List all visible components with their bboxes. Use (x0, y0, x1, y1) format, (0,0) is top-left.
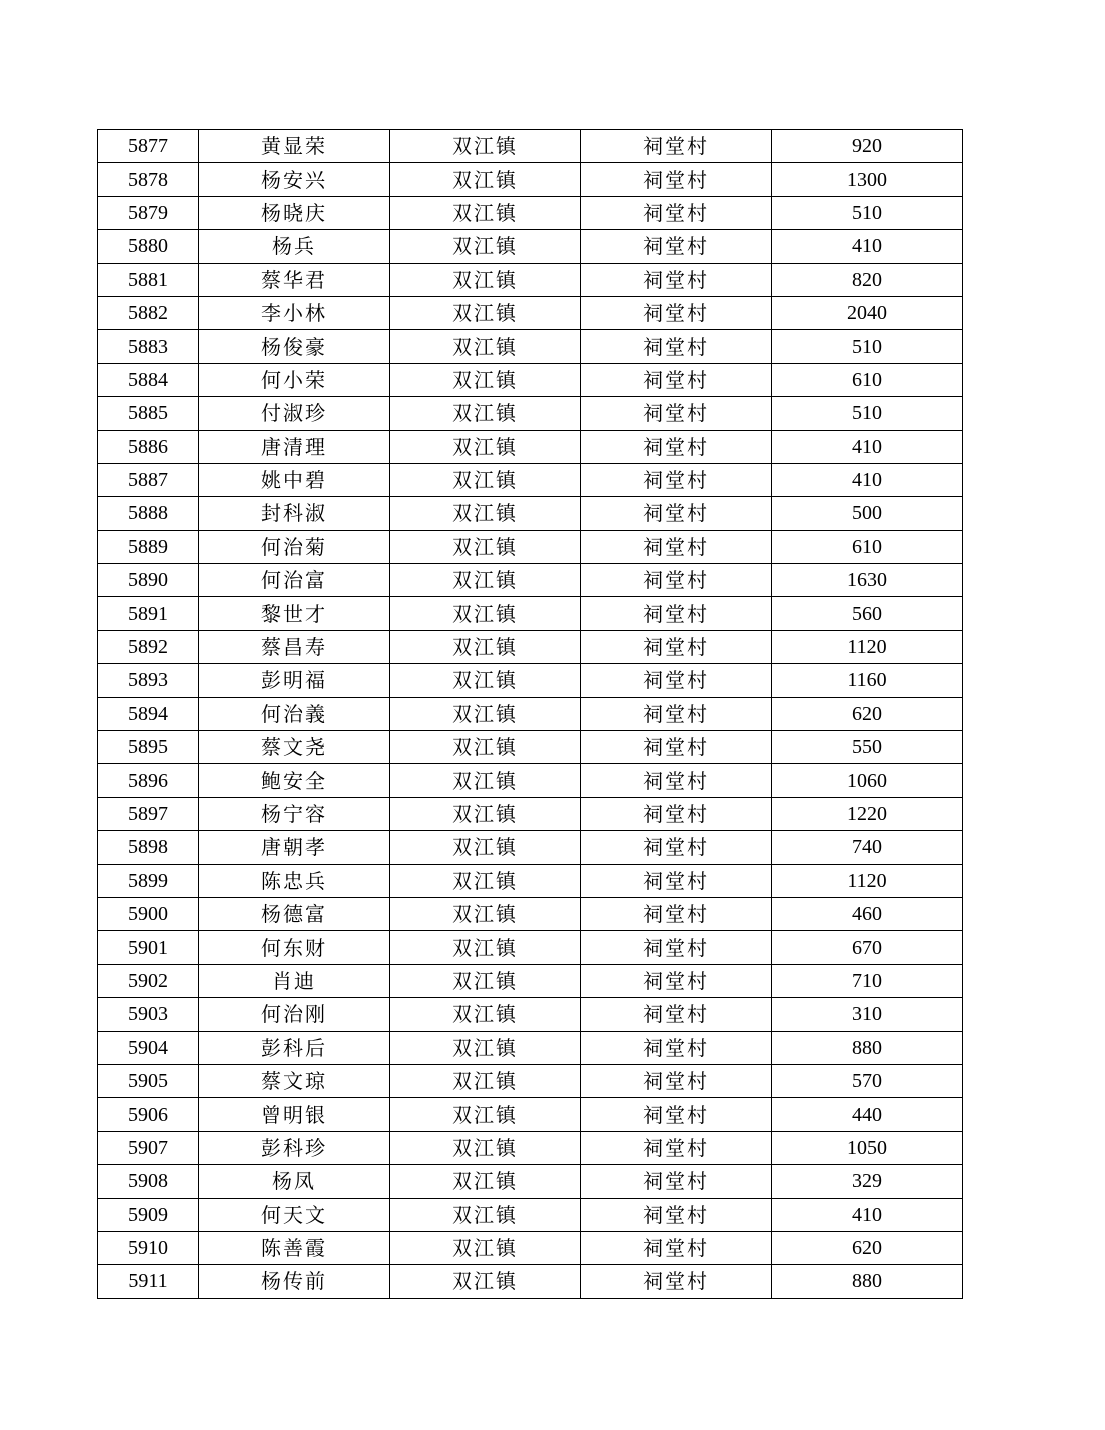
amount-value-cell: 329 (772, 1165, 963, 1198)
row-number-cell: 5881 (98, 263, 199, 296)
town-name-cell: 双江镇 (390, 630, 581, 663)
person-name-cell: 杨俊豪 (199, 330, 390, 363)
village-name-cell: 祠堂村 (581, 1165, 772, 1198)
person-name-cell: 杨凤 (199, 1165, 390, 1198)
table-row (98, 130, 963, 163)
town-name-cell: 双江镇 (390, 430, 581, 463)
amount-value-cell: 1120 (772, 864, 963, 897)
roster-table (97, 129, 963, 1299)
table-row (98, 1098, 963, 1131)
person-name-cell: 杨传前 (199, 1265, 390, 1298)
person-name-cell: 付淑珍 (199, 397, 390, 430)
row-number-cell: 5889 (98, 530, 199, 563)
person-name-cell: 封科淑 (199, 497, 390, 530)
table-row (98, 397, 963, 430)
table-row (98, 1064, 963, 1097)
amount-value-cell: 410 (772, 463, 963, 496)
table-row (98, 664, 963, 697)
row-number-cell: 5903 (98, 998, 199, 1031)
person-name-cell: 李小林 (199, 296, 390, 329)
table-row (98, 497, 963, 530)
person-name-cell: 彭科珍 (199, 1131, 390, 1164)
town-name-cell: 双江镇 (390, 964, 581, 997)
person-name-cell: 杨安兴 (199, 163, 390, 196)
town-name-cell: 双江镇 (390, 1098, 581, 1131)
amount-value-cell: 410 (772, 1198, 963, 1231)
table-row (98, 163, 963, 196)
amount-value-cell: 1120 (772, 630, 963, 663)
amount-value-cell: 820 (772, 263, 963, 296)
person-name-cell: 杨兵 (199, 230, 390, 263)
village-name-cell: 祠堂村 (581, 797, 772, 830)
row-number-cell: 5891 (98, 597, 199, 630)
row-number-cell: 5900 (98, 897, 199, 930)
table-row (98, 931, 963, 964)
village-name-cell: 祠堂村 (581, 1231, 772, 1264)
village-name-cell: 祠堂村 (581, 463, 772, 496)
row-number-cell: 5911 (98, 1265, 199, 1298)
village-name-cell: 祠堂村 (581, 1131, 772, 1164)
village-name-cell: 祠堂村 (581, 864, 772, 897)
person-name-cell: 蔡华君 (199, 263, 390, 296)
village-name-cell: 祠堂村 (581, 998, 772, 1031)
village-name-cell: 祠堂村 (581, 497, 772, 530)
row-number-cell: 5883 (98, 330, 199, 363)
row-number-cell: 5892 (98, 630, 199, 663)
amount-value-cell: 510 (772, 196, 963, 229)
table-row (98, 1165, 963, 1198)
amount-value-cell: 880 (772, 1265, 963, 1298)
town-name-cell: 双江镇 (390, 764, 581, 797)
town-name-cell: 双江镇 (390, 130, 581, 163)
person-name-cell: 姚中碧 (199, 463, 390, 496)
row-number-cell: 5886 (98, 430, 199, 463)
town-name-cell: 双江镇 (390, 296, 581, 329)
person-name-cell: 唐清理 (199, 430, 390, 463)
table-row (98, 564, 963, 597)
table-row (98, 296, 963, 329)
roster-table-body (98, 130, 963, 1299)
row-number-cell: 5894 (98, 697, 199, 730)
amount-value-cell: 310 (772, 998, 963, 1031)
amount-value-cell: 1160 (772, 664, 963, 697)
row-number-cell: 5888 (98, 497, 199, 530)
town-name-cell: 双江镇 (390, 263, 581, 296)
table-row (98, 196, 963, 229)
row-number-cell: 5909 (98, 1198, 199, 1231)
row-number-cell: 5905 (98, 1064, 199, 1097)
town-name-cell: 双江镇 (390, 1031, 581, 1064)
table-row (98, 430, 963, 463)
amount-value-cell: 710 (772, 964, 963, 997)
village-name-cell: 祠堂村 (581, 397, 772, 430)
town-name-cell: 双江镇 (390, 731, 581, 764)
person-name-cell: 黎世才 (199, 597, 390, 630)
person-name-cell: 陈忠兵 (199, 864, 390, 897)
table-row (98, 864, 963, 897)
row-number-cell: 5908 (98, 1165, 199, 1198)
town-name-cell: 双江镇 (390, 831, 581, 864)
town-name-cell: 双江镇 (390, 1198, 581, 1231)
town-name-cell: 双江镇 (390, 196, 581, 229)
village-name-cell: 祠堂村 (581, 196, 772, 229)
table-row (98, 998, 963, 1031)
amount-value-cell: 460 (772, 897, 963, 930)
row-number-cell: 5885 (98, 397, 199, 430)
village-name-cell: 祠堂村 (581, 764, 772, 797)
person-name-cell: 何小荣 (199, 363, 390, 396)
town-name-cell: 双江镇 (390, 864, 581, 897)
table-row (98, 463, 963, 496)
village-name-cell: 祠堂村 (581, 363, 772, 396)
table-row (98, 530, 963, 563)
village-name-cell: 祠堂村 (581, 296, 772, 329)
village-name-cell: 祠堂村 (581, 430, 772, 463)
row-number-cell: 5906 (98, 1098, 199, 1131)
town-name-cell: 双江镇 (390, 230, 581, 263)
town-name-cell: 双江镇 (390, 564, 581, 597)
table-row (98, 230, 963, 263)
village-name-cell: 祠堂村 (581, 1031, 772, 1064)
row-number-cell: 5877 (98, 130, 199, 163)
town-name-cell: 双江镇 (390, 1165, 581, 1198)
row-number-cell: 5902 (98, 964, 199, 997)
town-name-cell: 双江镇 (390, 1064, 581, 1097)
row-number-cell: 5898 (98, 831, 199, 864)
row-number-cell: 5907 (98, 1131, 199, 1164)
table-row (98, 1131, 963, 1164)
table-row (98, 330, 963, 363)
town-name-cell: 双江镇 (390, 897, 581, 930)
row-number-cell: 5884 (98, 363, 199, 396)
town-name-cell: 双江镇 (390, 530, 581, 563)
amount-value-cell: 440 (772, 1098, 963, 1131)
village-name-cell: 祠堂村 (581, 731, 772, 764)
amount-value-cell: 510 (772, 397, 963, 430)
amount-value-cell: 1050 (772, 1131, 963, 1164)
amount-value-cell: 670 (772, 931, 963, 964)
village-name-cell: 祠堂村 (581, 130, 772, 163)
village-name-cell: 祠堂村 (581, 597, 772, 630)
person-name-cell: 何东财 (199, 931, 390, 964)
row-number-cell: 5879 (98, 196, 199, 229)
amount-value-cell: 1630 (772, 564, 963, 597)
town-name-cell: 双江镇 (390, 497, 581, 530)
amount-value-cell: 560 (772, 597, 963, 630)
town-name-cell: 双江镇 (390, 163, 581, 196)
person-name-cell: 杨晓庆 (199, 196, 390, 229)
town-name-cell: 双江镇 (390, 664, 581, 697)
table-row (98, 764, 963, 797)
person-name-cell: 唐朝孝 (199, 831, 390, 864)
town-name-cell: 双江镇 (390, 797, 581, 830)
amount-value-cell: 550 (772, 731, 963, 764)
person-name-cell: 黄显荣 (199, 130, 390, 163)
amount-value-cell: 500 (772, 497, 963, 530)
village-name-cell: 祠堂村 (581, 897, 772, 930)
village-name-cell: 祠堂村 (581, 697, 772, 730)
person-name-cell: 何治菊 (199, 530, 390, 563)
person-name-cell: 何天文 (199, 1198, 390, 1231)
row-number-cell: 5904 (98, 1031, 199, 1064)
village-name-cell: 祠堂村 (581, 931, 772, 964)
table-row (98, 697, 963, 730)
person-name-cell: 何治刚 (199, 998, 390, 1031)
person-name-cell: 曾明银 (199, 1098, 390, 1131)
person-name-cell: 彭科后 (199, 1031, 390, 1064)
amount-value-cell: 1300 (772, 163, 963, 196)
table-row (98, 797, 963, 830)
amount-value-cell: 610 (772, 530, 963, 563)
table-row (98, 831, 963, 864)
town-name-cell: 双江镇 (390, 1131, 581, 1164)
person-name-cell: 陈善霞 (199, 1231, 390, 1264)
table-row (98, 597, 963, 630)
village-name-cell: 祠堂村 (581, 330, 772, 363)
amount-value-cell: 610 (772, 363, 963, 396)
village-name-cell: 祠堂村 (581, 1265, 772, 1298)
table-row (98, 897, 963, 930)
row-number-cell: 5895 (98, 731, 199, 764)
row-number-cell: 5896 (98, 764, 199, 797)
person-name-cell: 蔡文尧 (199, 731, 390, 764)
town-name-cell: 双江镇 (390, 697, 581, 730)
row-number-cell: 5910 (98, 1231, 199, 1264)
amount-value-cell: 620 (772, 1231, 963, 1264)
person-name-cell: 杨德富 (199, 897, 390, 930)
amount-value-cell: 2040 (772, 296, 963, 329)
village-name-cell: 祠堂村 (581, 263, 772, 296)
village-name-cell: 祠堂村 (581, 530, 772, 563)
table-row (98, 1031, 963, 1064)
amount-value-cell: 920 (772, 130, 963, 163)
village-name-cell: 祠堂村 (581, 664, 772, 697)
row-number-cell: 5890 (98, 564, 199, 597)
person-name-cell: 何治富 (199, 564, 390, 597)
table-row (98, 731, 963, 764)
row-number-cell: 5887 (98, 463, 199, 496)
row-number-cell: 5899 (98, 864, 199, 897)
town-name-cell: 双江镇 (390, 931, 581, 964)
amount-value-cell: 410 (772, 430, 963, 463)
village-name-cell: 祠堂村 (581, 163, 772, 196)
row-number-cell: 5897 (98, 797, 199, 830)
person-name-cell: 蔡昌寿 (199, 630, 390, 663)
village-name-cell: 祠堂村 (581, 630, 772, 663)
amount-value-cell: 1060 (772, 764, 963, 797)
town-name-cell: 双江镇 (390, 363, 581, 396)
town-name-cell: 双江镇 (390, 1265, 581, 1298)
row-number-cell: 5880 (98, 230, 199, 263)
town-name-cell: 双江镇 (390, 597, 581, 630)
amount-value-cell: 880 (772, 1031, 963, 1064)
village-name-cell: 祠堂村 (581, 831, 772, 864)
town-name-cell: 双江镇 (390, 330, 581, 363)
village-name-cell: 祠堂村 (581, 230, 772, 263)
amount-value-cell: 410 (772, 230, 963, 263)
amount-value-cell: 740 (772, 831, 963, 864)
amount-value-cell: 570 (772, 1064, 963, 1097)
amount-value-cell: 620 (772, 697, 963, 730)
person-name-cell: 杨宁容 (199, 797, 390, 830)
person-name-cell: 鲍安全 (199, 764, 390, 797)
town-name-cell: 双江镇 (390, 397, 581, 430)
village-name-cell: 祠堂村 (581, 1198, 772, 1231)
table-row (98, 263, 963, 296)
row-number-cell: 5882 (98, 296, 199, 329)
village-name-cell: 祠堂村 (581, 564, 772, 597)
row-number-cell: 5893 (98, 664, 199, 697)
town-name-cell: 双江镇 (390, 1231, 581, 1264)
row-number-cell: 5878 (98, 163, 199, 196)
village-name-cell: 祠堂村 (581, 1098, 772, 1131)
table-row (98, 964, 963, 997)
table-row (98, 363, 963, 396)
table-row (98, 630, 963, 663)
roster-table-container (97, 129, 963, 1299)
table-row (98, 1198, 963, 1231)
person-name-cell: 蔡文琼 (199, 1064, 390, 1097)
town-name-cell: 双江镇 (390, 998, 581, 1031)
table-row (98, 1231, 963, 1264)
person-name-cell: 彭明福 (199, 664, 390, 697)
amount-value-cell: 510 (772, 330, 963, 363)
village-name-cell: 祠堂村 (581, 1064, 772, 1097)
table-row (98, 1265, 963, 1298)
village-name-cell: 祠堂村 (581, 964, 772, 997)
person-name-cell: 何治義 (199, 697, 390, 730)
person-name-cell: 肖迪 (199, 964, 390, 997)
row-number-cell: 5901 (98, 931, 199, 964)
town-name-cell: 双江镇 (390, 463, 581, 496)
amount-value-cell: 1220 (772, 797, 963, 830)
